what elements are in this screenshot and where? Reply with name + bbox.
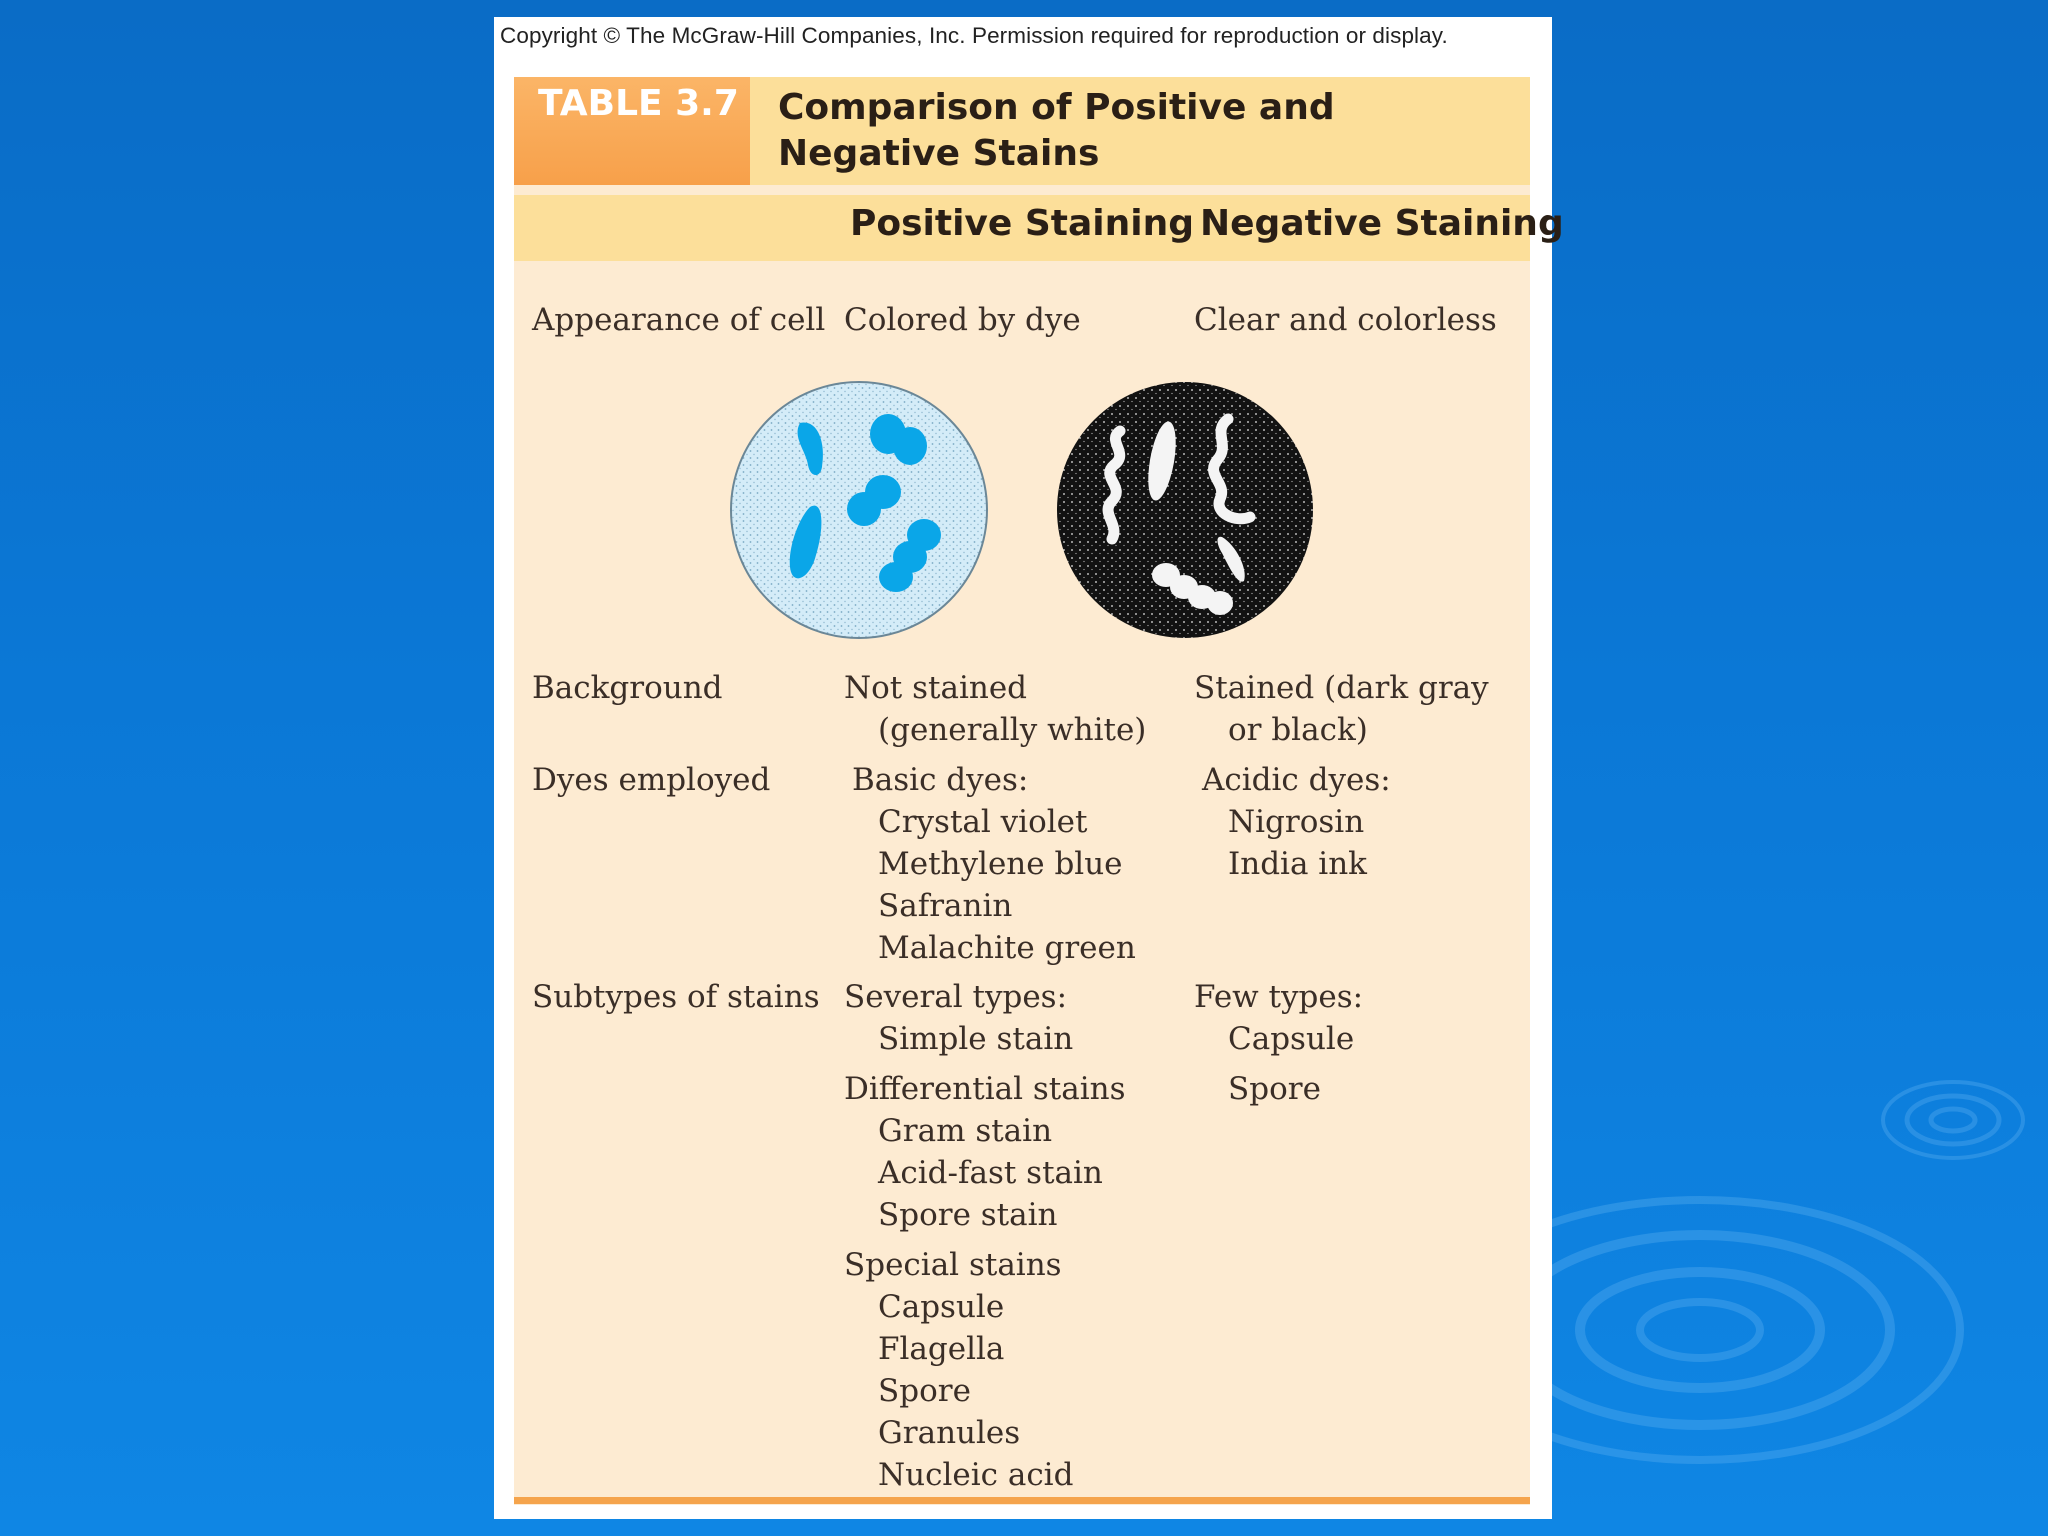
cell-line: Not stained <box>844 670 1028 706</box>
table-number-box <box>514 77 750 185</box>
list-item: Crystal violet <box>878 804 1088 840</box>
list-item: Spore <box>1228 1071 1321 1107</box>
cell-heading: Few types: <box>1194 979 1364 1015</box>
cell-background-negative <box>1194 667 1489 751</box>
cell-line: or black) <box>1228 712 1368 748</box>
cell-heading: Differential stains <box>844 1071 1126 1107</box>
stain-comparison-table <box>514 77 1564 1505</box>
cell-line: Stained (dark gray <box>1194 670 1489 706</box>
list-item: Nigrosin <box>1228 804 1365 840</box>
cell-heading: Basic dyes: <box>852 762 1029 798</box>
list-item: Acid-fast stain <box>878 1155 1103 1191</box>
list-item: Capsule <box>1228 1021 1355 1057</box>
list-item: Methylene blue <box>878 846 1123 882</box>
negative-stain-circle-icon <box>1054 379 1316 641</box>
table-title-line-1: Comparison of Positive and <box>778 87 1335 128</box>
cell-line: (generally white) <box>878 712 1147 748</box>
list-item: Flagella <box>878 1331 1005 1367</box>
cell-appearance-negative: Clear and colorless <box>1194 302 1497 338</box>
row-label-dyes: Dyes employed <box>532 762 771 798</box>
list-item: Nucleic acid <box>878 1457 1074 1493</box>
list-item: Capsule <box>878 1289 1005 1325</box>
cell-heading: Special stains <box>844 1247 1062 1283</box>
list-item: Safranin <box>878 888 1013 924</box>
list-item: Malachite green <box>878 930 1136 966</box>
table-number: TABLE 3.7 <box>538 83 739 124</box>
cell-background-positive <box>844 667 1146 751</box>
cell-subtypes-negative <box>1194 976 1363 1110</box>
cell-heading: Acidic dyes: <box>1202 762 1391 798</box>
list-item: Granules <box>878 1415 1021 1451</box>
list-item: Spore <box>878 1373 971 1409</box>
row-label-subtypes: Subtypes of stains <box>532 979 820 1015</box>
column-header-row <box>514 195 1564 261</box>
row-label-appearance: Appearance of cell <box>532 302 826 338</box>
table-title <box>778 85 1338 177</box>
cell-heading: Several types: <box>844 979 1068 1015</box>
positive-stain-circle-icon <box>728 379 990 641</box>
cell-subtypes-positive <box>844 976 1126 1496</box>
cell-dyes-positive <box>852 759 1136 969</box>
table-title-line-2: Negative Stains <box>778 133 1100 174</box>
slide-image <box>494 17 1564 1519</box>
table-title-bar <box>514 77 1530 185</box>
list-item: Gram stain <box>878 1113 1053 1149</box>
cell-dyes-negative <box>1202 759 1391 885</box>
list-item: Spore stain <box>878 1197 1058 1233</box>
list-item: India ink <box>1228 846 1367 882</box>
copyright-notice: Copyright © The McGraw-Hill Companies, Inc. Permission required for reproduction or display. <box>500 23 1448 48</box>
row-label-background: Background <box>532 670 723 706</box>
column-header-positive: Positive Staining <box>850 203 1194 244</box>
list-item: Simple stain <box>878 1021 1074 1057</box>
table-bottom-rule <box>514 1497 1530 1504</box>
column-header-negative: Negative Staining <box>1200 203 1564 244</box>
cell-appearance-positive: Colored by dye <box>844 302 1081 338</box>
